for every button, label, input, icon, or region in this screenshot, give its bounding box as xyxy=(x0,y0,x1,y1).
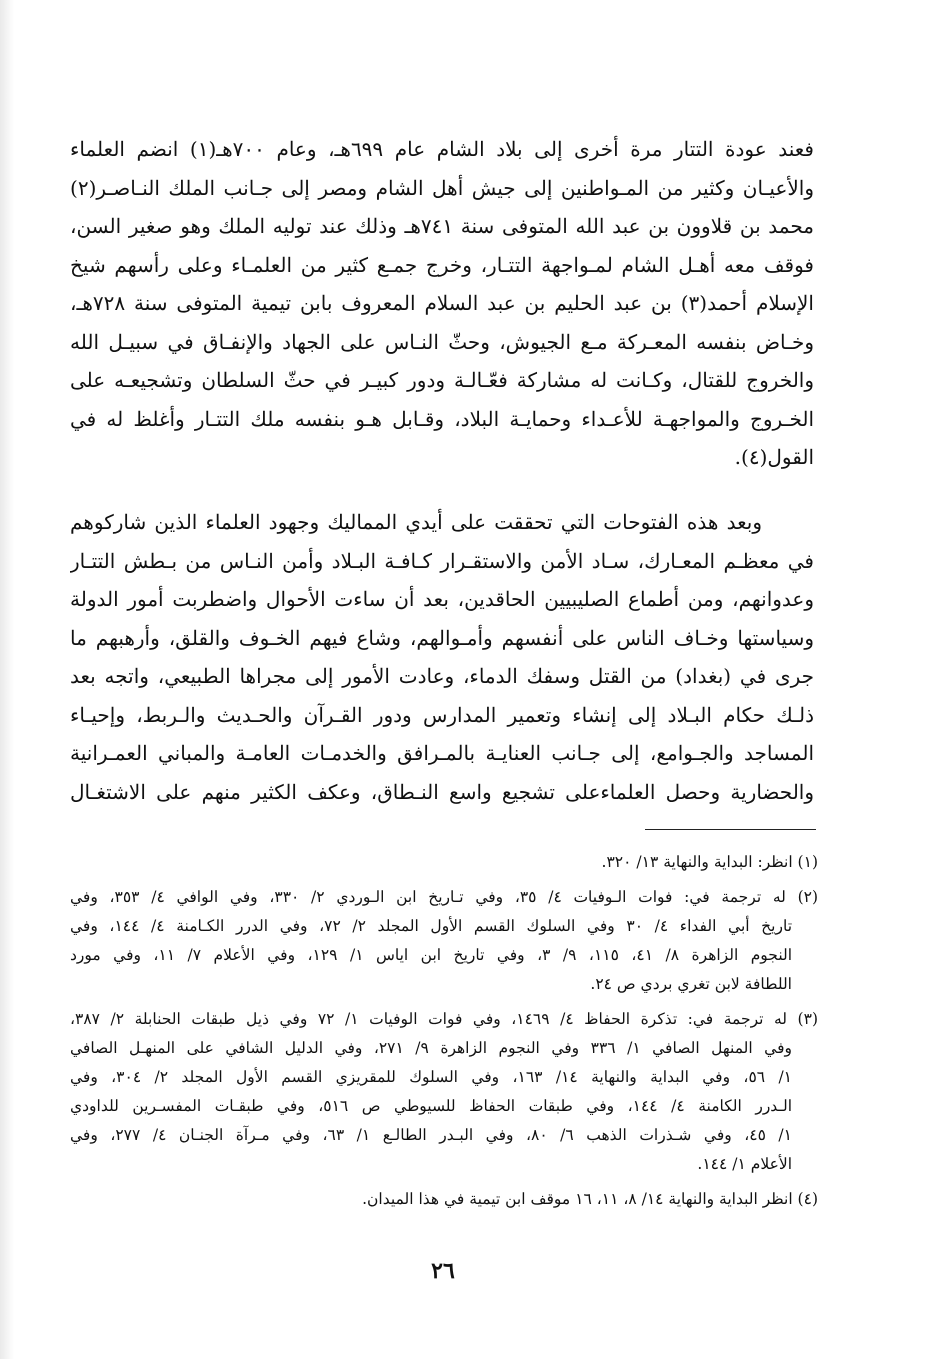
footnote-line: اللطافة لابن تغري بردي ص ٢٤. xyxy=(590,975,792,993)
text-line: ذلـك حكام البـلاد إلى إنشاء وتعمير المدارس ودور القـرآن والحـديث والـربط، وإحيـاء xyxy=(70,702,814,727)
text-line: وعدوانهم، ومن أطماع الصليبيين الحاقدين، بعد أن ساءت الأحوال واضطربت أمور الدولة xyxy=(70,587,814,611)
footnote-line: وفي المنهل الصافي ١/ ٣٣٦ وفي النجوم الزاهرة ٩/ ٢٧١، وفي الدليل الشافي على المنهـل الصافي xyxy=(70,1039,792,1057)
text-line: فوقف معه أهـل الشام لمـواجهة التتـار، وخرج جمـع كثير من العلمـاء وعلى رأسهم شيخ xyxy=(70,252,814,277)
footnote-separator xyxy=(645,829,816,830)
footnote-line: ١/ ٥٦، وفي البداية والنهاية ١٤/ ١٦٣، وفي السلوك للمقريزي القسم الأول المجلد ٢/ ٣٠٤، وفي xyxy=(70,1068,792,1086)
footnote-line: (٢) له ترجمة في: فوات الـوفيات ٤/ ٣٥، وفي تـاريخ ابن الـوردي ٢/ ٣٣٠، وفي الوافي ٤/ ٣٥٣، وفي xyxy=(70,888,818,906)
body-paragraph-1 xyxy=(70,130,814,477)
text-line: والخروج للقتال، وكـانت له مشاركة فعّـالـة ودور كبيـر في حثّ السلطان وتشجيعـه على xyxy=(70,368,814,392)
text-line: وسياستها وخـاف الناس على أنفسهم وأمـوالهم، وشاع فيهم الخـوف والقلق، وأرهبهم ما xyxy=(70,625,814,650)
text-line: جرى في (بغداد) من القتل وسفك الدماء، وعادت الأمور إلى مجراها الطبيعي، واتجه بعد xyxy=(70,664,814,688)
footnote-line: الـدرر الكامنة ٤/ ١٤٤، وفي طبقات الحفاظ للسيوطي ص ٥١٦، وفي طبقـات المفسـرين للداودي xyxy=(70,1097,793,1115)
page-number: ٢٦ xyxy=(431,1258,455,1284)
text-line: محمد بن قلاوون بن عبد الله المتوفى سنة ٧٤١هـ وذلك عند توليه الملك وهو صغير السن، xyxy=(70,214,814,238)
text-line: في معظـم المعـارك، سـاد الأمن والاستقـرار كـافـة البـلاد وأمن النـاس من بـطش التتـار xyxy=(70,548,814,573)
scan-edge-shadow xyxy=(0,0,14,1359)
footnotes xyxy=(70,848,818,1220)
footnote-line: (١) انظر: البداية والنهاية ١٣/ ٣٢٠. xyxy=(601,853,818,871)
footnote-line: ١/ ٤٥، وفي شـذرات الذهب ٦/ ٨٠، وفي البـدر الطالـع ١/ ٦٣، وفي مـرآة الجنـان ٤/ ٢٧٧، وفي xyxy=(70,1126,792,1144)
footnote-2 xyxy=(70,883,818,999)
footnote-3 xyxy=(70,1005,818,1179)
footnote-line: (٤) انظر البداية والنهاية ١٤/ ٨، ١١، ١٦ موقف ابن تيمية في هذا الميدان. xyxy=(362,1190,818,1208)
footnote-line: (٣) له ترجمة في: تذكرة الحفاظ ٤/ ١٤٦٩، وفي فوات الوفيات ١/ ٧٢ وفي ذيل طبقات الحنابلة ٢/ ٣٨٧، xyxy=(70,1010,818,1028)
footnote-line: تاريخ أبي الفداء ٤/ ٣٠ وفي السلوك القسم الأول المجلد ٢/ ٧٢، وفي الدرر الكـامنة ٤/ ١٤٤، وفي xyxy=(70,917,793,935)
footnote-line: النجوم الزاهرة ٨/ ٤١، ١١٥، ٩/ ٣، وفي تاريخ ابن اياس ١/ ١٢٩، وفي الأعلام ٧/ ١١، وفي مورد xyxy=(70,946,793,964)
text-line: والأعيـان وكثير من المـواطنين إلى جيش أهل الشام ومصر إلى جـانب الملك النـاصـر(٢) xyxy=(70,175,814,200)
text-line: الخـروج والمواجهـة للأعـداء وحمايـة البلاد، وقـابل هـو بنفسه ملك التتـار وأغلظ له في xyxy=(70,406,814,431)
text-line: والحضارية وحصل العلماءعلى تشجيع واسع النـطاق، وعكف الكثير منهم على الاشتغـال xyxy=(70,779,814,804)
text-line: وخـاض بنفسه المعـركة مـع الجيوش، وحثّ النـاس على الجهاد والإنفـاق في سبيـل الله xyxy=(70,329,814,354)
footnote-line: الأعلام ١/ ١٤٤. xyxy=(697,1155,792,1173)
text-line: فعند عودة التتار مرة أخرى إلى بلاد الشام عام ٦٩٩هـ، وعام ٧٠٠هـ(١) انضم العلماء xyxy=(70,137,814,161)
text-line: وبعد هذه الفتوحات التي تحققت على أيدي المماليك وجهود العلماء الذين شاركوهم xyxy=(70,510,762,534)
footnote-4 xyxy=(70,1185,818,1214)
body-paragraph-2 xyxy=(70,503,814,811)
text-line: القول(٤). xyxy=(734,445,814,469)
text-line: الإسلام أحمد(٣) بن عبد الحليم بن عبد السلام المعروف بابن تيمية المتوفى سنة ٧٢٨هـ، xyxy=(70,291,814,315)
text-line: المساجد والجـوامع، إلى جـانب العنايـة بالمـرافق والخدمـات العامـة والمباني العمـرانية xyxy=(70,741,814,765)
footnote-1 xyxy=(70,848,818,877)
